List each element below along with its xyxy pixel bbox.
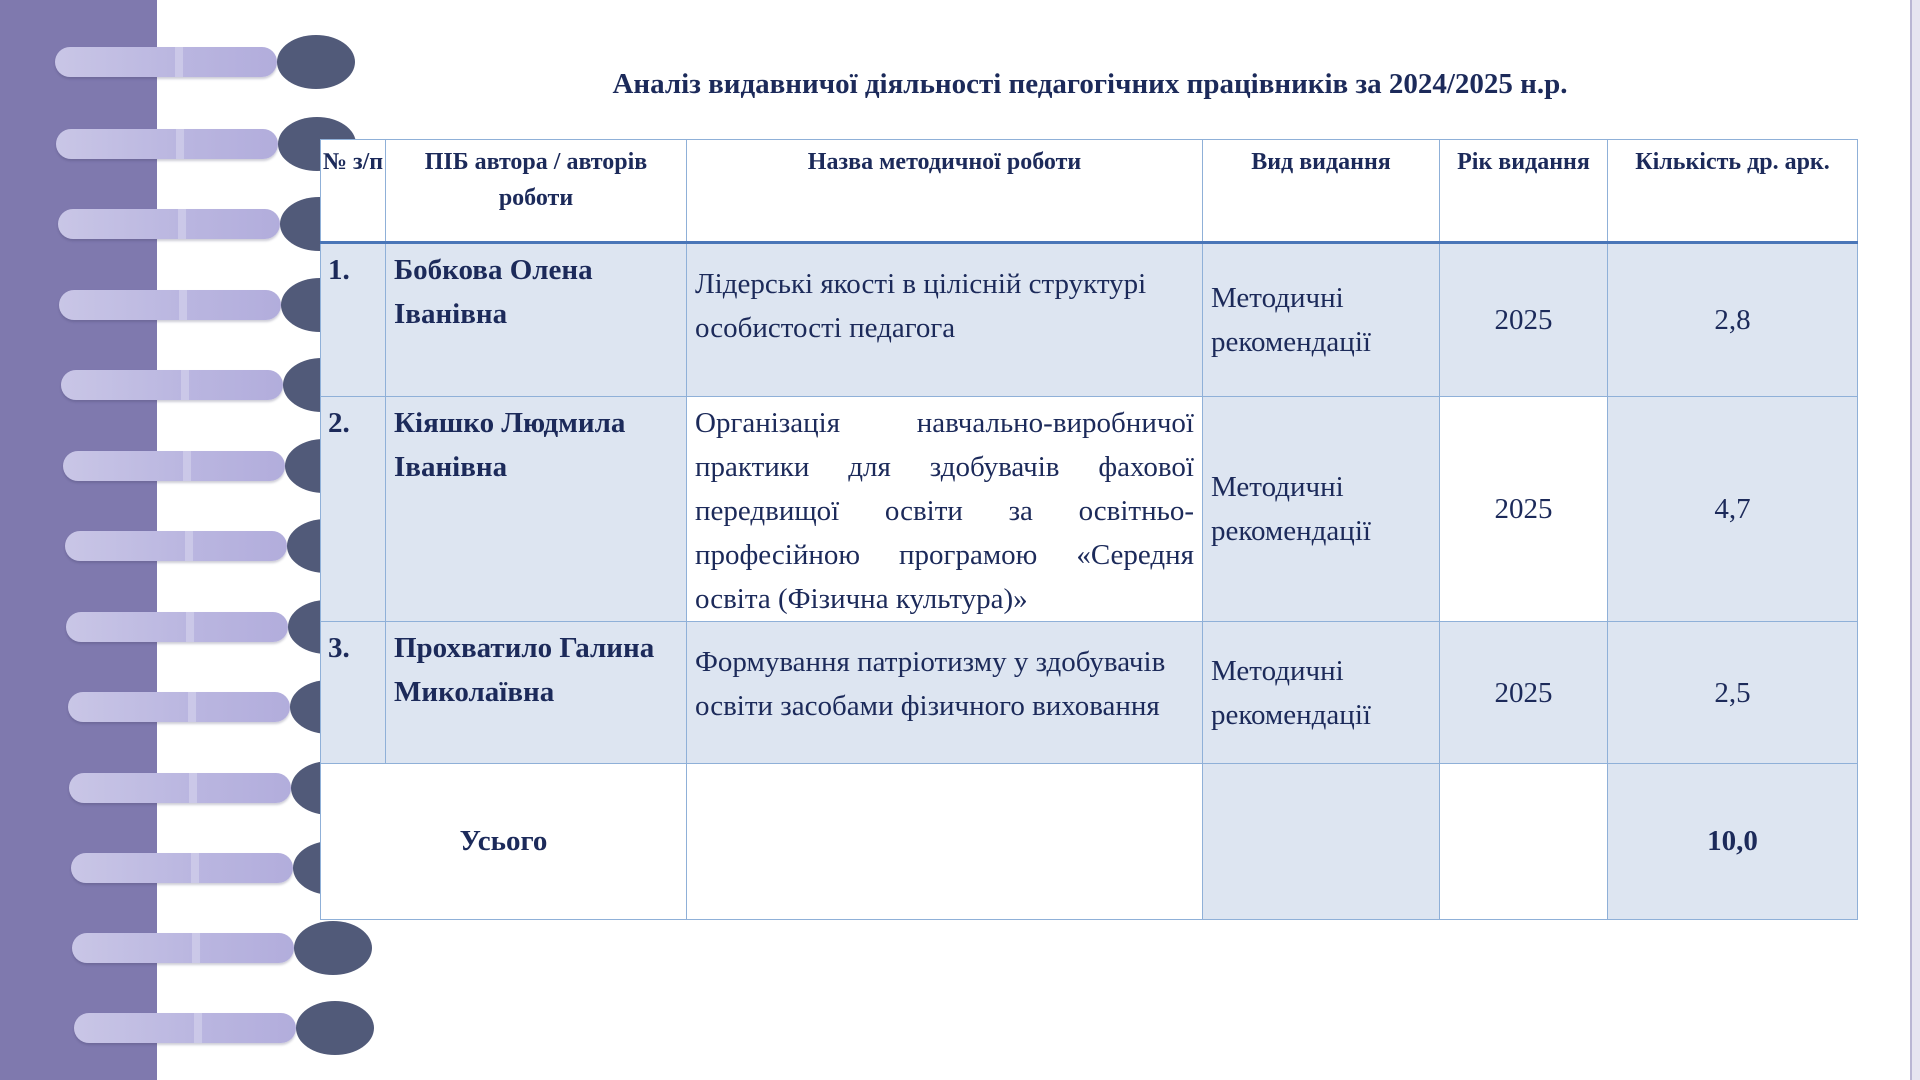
publication-year: 2025	[1440, 622, 1608, 764]
table-row	[321, 243, 1858, 397]
header-publication-type: Вид видання	[1203, 140, 1440, 243]
spiral-ring-icon	[72, 921, 372, 975]
table-header-row	[321, 140, 1858, 243]
spiral-ring-icon	[61, 358, 361, 412]
table-row	[321, 397, 1858, 622]
spiral-ring-icon	[59, 278, 359, 332]
header-year: Рік видання	[1440, 140, 1608, 243]
spiral-ring-icon	[58, 197, 358, 251]
spiral-ring-icon	[55, 35, 355, 89]
header-number: № з/п	[321, 140, 386, 243]
spiral-ring-icon	[74, 1001, 374, 1055]
total-label: Усього	[321, 764, 687, 920]
publication-type: Методичні рекомендації	[1203, 397, 1440, 622]
total-value: 10,0	[1608, 764, 1858, 920]
header-author: ПІБ автора / авторів роботи	[386, 140, 687, 243]
author-name: Кіяшко Людмила Іванівна	[386, 397, 687, 622]
total-empty-cell	[687, 764, 1203, 920]
author-name: Бобкова Олена Іванівна	[386, 243, 687, 397]
row-number: 2.	[321, 397, 386, 622]
total-empty-cell	[1440, 764, 1608, 920]
work-title: Лідерські якості в цілісній структурі особистості педагога	[687, 243, 1203, 397]
sheet-count: 4,7	[1608, 397, 1858, 622]
page-edge	[1910, 0, 1920, 1080]
work-title: Організація навчально-виробничої практики для здобувачів фахової передвищої освіти за освітньо-професійною програмою «Середня освіта (Фізична культура)»	[687, 397, 1203, 622]
author-name: Прохватило Галина Миколаївна	[386, 622, 687, 764]
header-work-title: Назва методичної роботи	[687, 140, 1203, 243]
total-empty-cell	[1203, 764, 1440, 920]
publication-type: Методичні рекомендації	[1203, 243, 1440, 397]
header-sheets: Кількість др. арк.	[1608, 140, 1858, 243]
row-number: 1.	[321, 243, 386, 397]
total-row	[321, 764, 1858, 920]
table-row	[321, 622, 1858, 764]
sheet-count: 2,5	[1608, 622, 1858, 764]
publication-type: Методичні рекомендації	[1203, 622, 1440, 764]
publications-table	[320, 139, 1858, 920]
publication-year: 2025	[1440, 243, 1608, 397]
sheet-count: 2,8	[1608, 243, 1858, 397]
spiral-ring-icon	[63, 439, 363, 493]
publication-year: 2025	[1440, 397, 1608, 622]
page-title: Аналіз видавничої діяльності педагогічних працівників за 2024/2025 н.р.	[612, 68, 1568, 100]
spiral-ring-icon	[56, 117, 356, 171]
work-title: Формування патріотизму у здобувачів освіти засобами фізичного виховання	[687, 622, 1203, 764]
row-number: 3.	[321, 622, 386, 764]
